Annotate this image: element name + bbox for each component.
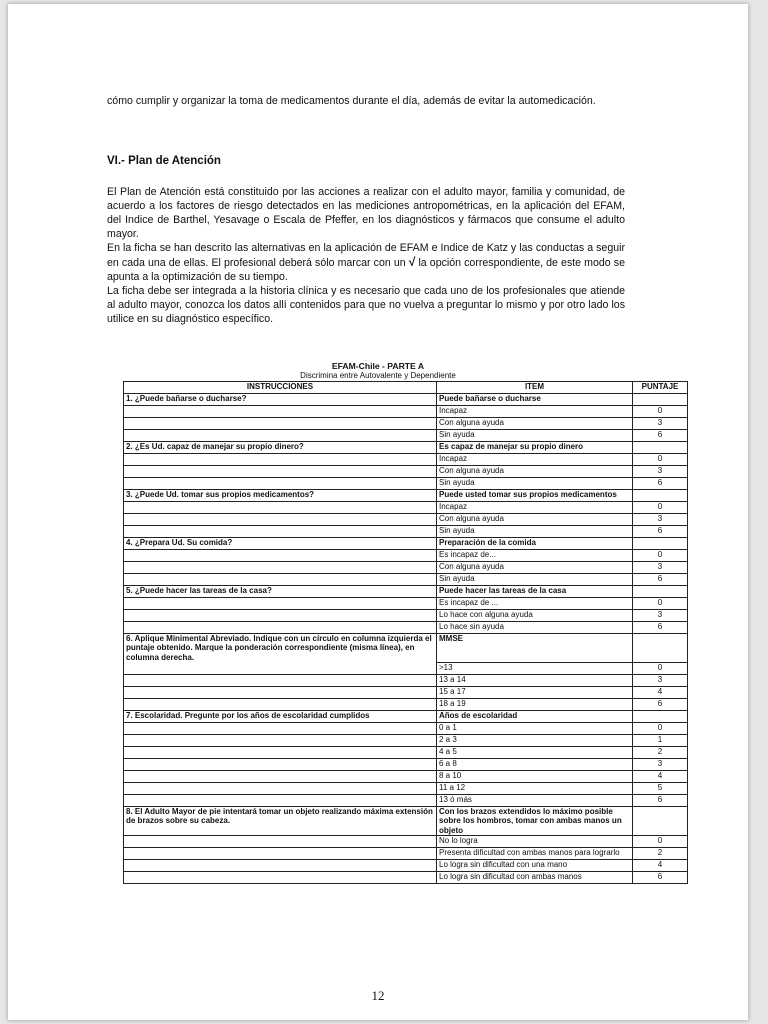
item-1: Puede bañarse o ducharse <box>437 394 633 406</box>
question-row-2 <box>124 442 688 454</box>
option-row <box>124 598 688 610</box>
option-label: Es incapaz de... <box>437 550 633 562</box>
option-label: Sin ayuda <box>437 574 633 586</box>
option-row <box>124 622 688 634</box>
option-row <box>124 514 688 526</box>
option-score[interactable]: 4 <box>633 859 688 871</box>
option-label: No lo logra <box>437 835 633 847</box>
option-score[interactable]: 6 <box>633 871 688 883</box>
header-instrucciones: INSTRUCCIONES <box>124 382 437 394</box>
option-label: Sin ayuda <box>437 430 633 442</box>
option-score[interactable]: 6 <box>633 526 688 538</box>
item-3: Puede usted tomar sus propios medicamentos <box>437 490 633 502</box>
option-score[interactable]: 0 <box>633 835 688 847</box>
paragraph-3: La ficha debe ser integrada a la historia clínica y es necesario que cada uno de los profesionales que atiende al adulto mayor, conozca los datos allí contenidos para que no vuelva a preguntar lo mismo y por otro lado los utilice en su diagnóstico específico. <box>107 285 625 325</box>
question-3: 3. ¿Puede Ud. tomar sus propios medicamentos? <box>124 490 437 502</box>
option-row <box>124 502 688 514</box>
question-7: 7. Escolaridad. Pregunte por los años de escolaridad cumplidos <box>124 711 437 723</box>
option-row <box>124 847 688 859</box>
option-label: 11 a 12 <box>437 783 633 795</box>
question-5: 5. ¿Puede hacer las tareas de la casa? <box>124 586 437 598</box>
score-empty <box>633 807 688 836</box>
option-score[interactable]: 0 <box>633 598 688 610</box>
option-score[interactable]: 0 <box>633 663 688 675</box>
score-empty <box>633 586 688 598</box>
option-label: Lo hace sin ayuda <box>437 622 633 634</box>
option-row <box>124 687 688 699</box>
item-8: Con los brazos extendidos lo máximo posible sobre los hombros, tomar con ambas manos un objeto <box>437 807 633 836</box>
option-row <box>124 795 688 807</box>
item-4: Preparación de la comida <box>437 538 633 550</box>
page-number: 12 <box>371 988 385 1003</box>
option-label: Incapaz <box>437 454 633 466</box>
section-heading: VI.- Plan de Atención <box>107 155 221 167</box>
question-row-8 <box>124 807 688 836</box>
option-score[interactable]: 3 <box>633 514 688 526</box>
score-empty <box>633 634 688 663</box>
paragraph-2 <box>107 241 625 284</box>
option-score[interactable]: 3 <box>633 466 688 478</box>
table-header-row <box>124 382 688 394</box>
option-row <box>124 871 688 883</box>
option-label: Con alguna ayuda <box>437 514 633 526</box>
option-score[interactable]: 4 <box>633 687 688 699</box>
option-row <box>124 466 688 478</box>
option-label: Con alguna ayuda <box>437 418 633 430</box>
score-empty <box>633 711 688 723</box>
option-score[interactable]: 2 <box>633 847 688 859</box>
efam-table <box>123 381 688 884</box>
item-7: Años de escolaridad <box>437 711 633 723</box>
paragraph-2-after: la opción correspondiente, de este modo se apunta a la optimización de su tiempo. <box>107 257 625 283</box>
option-row <box>124 735 688 747</box>
option-score[interactable]: 6 <box>633 430 688 442</box>
option-row <box>124 747 688 759</box>
option-row <box>124 675 688 687</box>
header-item: ITEM <box>437 382 633 394</box>
option-score[interactable]: 3 <box>633 562 688 574</box>
option-score[interactable]: 6 <box>633 795 688 807</box>
option-row <box>124 723 688 735</box>
document-page <box>8 4 748 1020</box>
option-label: Lo logra sin dificultad con ambas manos <box>437 871 633 883</box>
option-score[interactable]: 6 <box>633 574 688 586</box>
option-score[interactable]: 6 <box>633 699 688 711</box>
option-row <box>124 526 688 538</box>
option-label: 8 a 10 <box>437 771 633 783</box>
question-6: 6. Aplique Minimental Abreviado. Indique con un círculo en columna izquierda el puntaje obtenido. Marque la ponderación correspondiente (misma línea), en columna derecha. <box>124 634 437 675</box>
option-label: Presenta dificultad con ambas manos para lograrlo <box>437 847 633 859</box>
question-row-4 <box>124 538 688 550</box>
question-row-3 <box>124 490 688 502</box>
option-score[interactable]: 4 <box>633 771 688 783</box>
option-row <box>124 835 688 847</box>
option-row <box>124 759 688 771</box>
question-4: 4. ¿Prepara Ud. Su comida? <box>124 538 437 550</box>
question-row-7 <box>124 711 688 723</box>
option-label: Con alguna ayuda <box>437 466 633 478</box>
table-subtitle: Discrimina entre Autovalente y Dependiente <box>300 371 456 380</box>
option-label: Sin ayuda <box>437 526 633 538</box>
option-label: Es incapaz de ... <box>437 598 633 610</box>
option-label: >13 <box>437 663 633 675</box>
option-score[interactable]: 2 <box>633 747 688 759</box>
question-row-5 <box>124 586 688 598</box>
paragraph-2-before: En la ficha se han descrito las alternativas en la aplicación de EFAM e Indice de Katz y las conductas a seguir en cada una de ellas. El profesional deberá sólo marcar con un <box>107 242 625 269</box>
option-label: Sin ayuda <box>437 478 633 490</box>
option-row <box>124 783 688 795</box>
option-row <box>124 562 688 574</box>
option-row <box>124 418 688 430</box>
option-label: 6 a 8 <box>437 759 633 771</box>
option-score[interactable]: 0 <box>633 502 688 514</box>
section-body <box>107 185 625 326</box>
option-label: Incapaz <box>437 502 633 514</box>
option-label: Lo logra sin dificultad con una mano <box>437 859 633 871</box>
table-title: EFAM-Chile - PARTE A <box>331 361 425 371</box>
option-score[interactable]: 3 <box>633 610 688 622</box>
option-score[interactable]: 6 <box>633 622 688 634</box>
option-score[interactable]: 6 <box>633 478 688 490</box>
option-score[interactable]: 3 <box>633 675 688 687</box>
option-score[interactable]: 3 <box>633 418 688 430</box>
item-6: MMSE <box>437 634 633 663</box>
question-1: 1. ¿Puede bañarse o ducharse? <box>124 394 437 406</box>
option-label: 0 a 1 <box>437 723 633 735</box>
option-score[interactable]: 0 <box>633 454 688 466</box>
option-score[interactable]: 1 <box>633 735 688 747</box>
option-row <box>124 550 688 562</box>
option-score[interactable]: 0 <box>633 550 688 562</box>
option-label: 4 a 5 <box>437 747 633 759</box>
option-label: 15 a 17 <box>437 687 633 699</box>
score-empty <box>633 442 688 454</box>
intro-paragraph: cómo cumplir y organizar la toma de medicamentos durante el día, además de evitar la automedicación. <box>107 95 596 107</box>
question-row-6 <box>124 634 688 663</box>
option-row <box>124 610 688 622</box>
option-row <box>124 859 688 871</box>
option-label: 2 a 3 <box>437 735 633 747</box>
option-label: 18 a 19 <box>437 699 633 711</box>
option-label: 13 ó más <box>437 795 633 807</box>
option-row <box>124 771 688 783</box>
question-2: 2. ¿Es Ud. capaz de manejar su propio dinero? <box>124 442 437 454</box>
checkmark-icon: √ <box>408 255 416 269</box>
option-score[interactable]: 3 <box>633 759 688 771</box>
option-row <box>124 574 688 586</box>
option-row <box>124 478 688 490</box>
option-row <box>124 699 688 711</box>
question-row-1 <box>124 394 688 406</box>
option-label: Con alguna ayuda <box>437 562 633 574</box>
option-label: Lo hace con alguna ayuda <box>437 610 633 622</box>
option-row <box>124 406 688 418</box>
option-label: 13 a 14 <box>437 675 633 687</box>
score-empty <box>633 394 688 406</box>
option-score[interactable]: 5 <box>633 783 688 795</box>
option-score[interactable]: 0 <box>633 723 688 735</box>
option-label: Incapaz <box>437 406 633 418</box>
option-score[interactable]: 0 <box>633 406 688 418</box>
header-puntaje: PUNTAJE <box>633 382 688 394</box>
score-empty <box>633 538 688 550</box>
option-row <box>124 454 688 466</box>
option-row <box>124 430 688 442</box>
item-5: Puede hacer las tareas de la casa <box>437 586 633 598</box>
question-8: 8. El Adulto Mayor de pie intentará tomar un objeto realizando máxima extensión de brazos sobre su cabeza. <box>124 807 437 836</box>
score-empty <box>633 490 688 502</box>
paragraph-1: El Plan de Atención está constituido por las acciones a realizar con el adulto mayor, familia y comunidad, de acuerdo a los factores de riesgo detectados en las mediciones antropométricas, en la aplicación del EFAM, del Indice de Barthel, Yesavage o Escala de Pfeffer, en los diagnósticos y fármacos que consume el adulto mayor. <box>107 186 625 240</box>
item-2: Es capaz de manejar su propio dinero <box>437 442 633 454</box>
